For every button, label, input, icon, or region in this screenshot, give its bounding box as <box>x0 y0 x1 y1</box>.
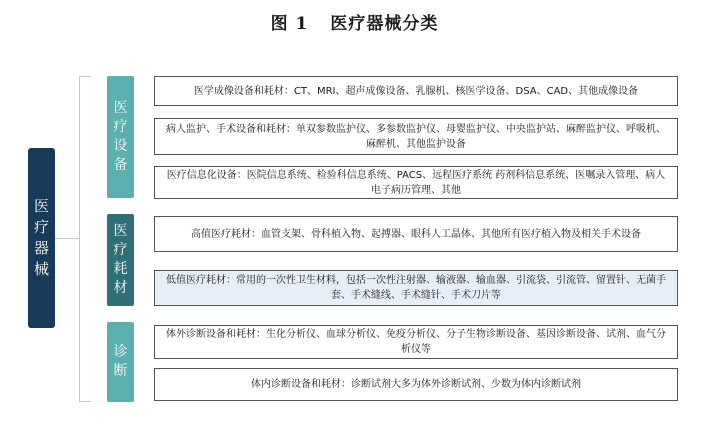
figure-number: 图 1 <box>270 14 309 34</box>
category-consumables <box>107 214 134 306</box>
root-node <box>28 148 55 328</box>
category-equipment <box>107 76 134 198</box>
item-box <box>154 325 678 359</box>
root-bracket-bottom <box>79 401 91 402</box>
item-text: 低值医疗耗材：常用的一次性卫生材料，包括一次性注射器、输液器、输血器、引流袋、引流管、留置针、无菌手套、手术缝线、手术缝针、手术刀片等 <box>166 275 666 301</box>
item-box <box>154 216 678 252</box>
figure-title-text: 医疗器械分类 <box>330 14 439 34</box>
figure-title <box>0 9 709 34</box>
category-equipment-label: 医疗设备 <box>113 100 128 173</box>
root-connector <box>55 238 79 239</box>
item-box <box>154 76 678 106</box>
category-diagnosis <box>107 322 134 402</box>
item-text: 高值医疗耗材：血管支架、骨科植入物、起搏器、眼科人工晶体、其他所有医疗植入物及相关手术设备 <box>191 228 641 240</box>
root-bracket-top <box>79 76 91 77</box>
category-diagnosis-label: 诊断 <box>113 344 128 379</box>
item-text: 医学成像设备和耗材：CT、MRI、超声成像设备、乳腺机、核医学设备、DSA、CAD、其他成像设备 <box>193 85 639 97</box>
item-text: 体外诊断设备和耗材：生化分析仪、血球分析仪、免疫分析仪、分子生物诊断设备、基因诊断设备、试剂、血气分析仪等 <box>166 329 666 355</box>
item-box <box>154 368 678 401</box>
item-text: 体内诊断设备和耗材：诊断试剂大多为体外诊断试剂、少数为体内诊断试剂 <box>251 379 581 390</box>
item-box <box>154 118 678 155</box>
item-box-highlighted <box>154 270 678 306</box>
root-bracket-vertical <box>79 76 80 402</box>
root-label: 医疗器械 <box>33 197 49 278</box>
item-text: 病人监护、手术设备和耗材：单双参数监护仪、多参数监护仪、母婴监护仪、中央监护站、麻醉监护仪、呼吸机、麻醉机、其他监护设备 <box>166 123 666 150</box>
category-consumables-label: 医疗耗材 <box>113 223 128 296</box>
item-box <box>154 166 678 199</box>
item-text: 医疗信息化设备：医院信息系统、检验科信息系统、PACS、远程医疗系统 药剂科信息系统、医嘱录入管理、病人电子病历管理、其他 <box>166 169 666 196</box>
